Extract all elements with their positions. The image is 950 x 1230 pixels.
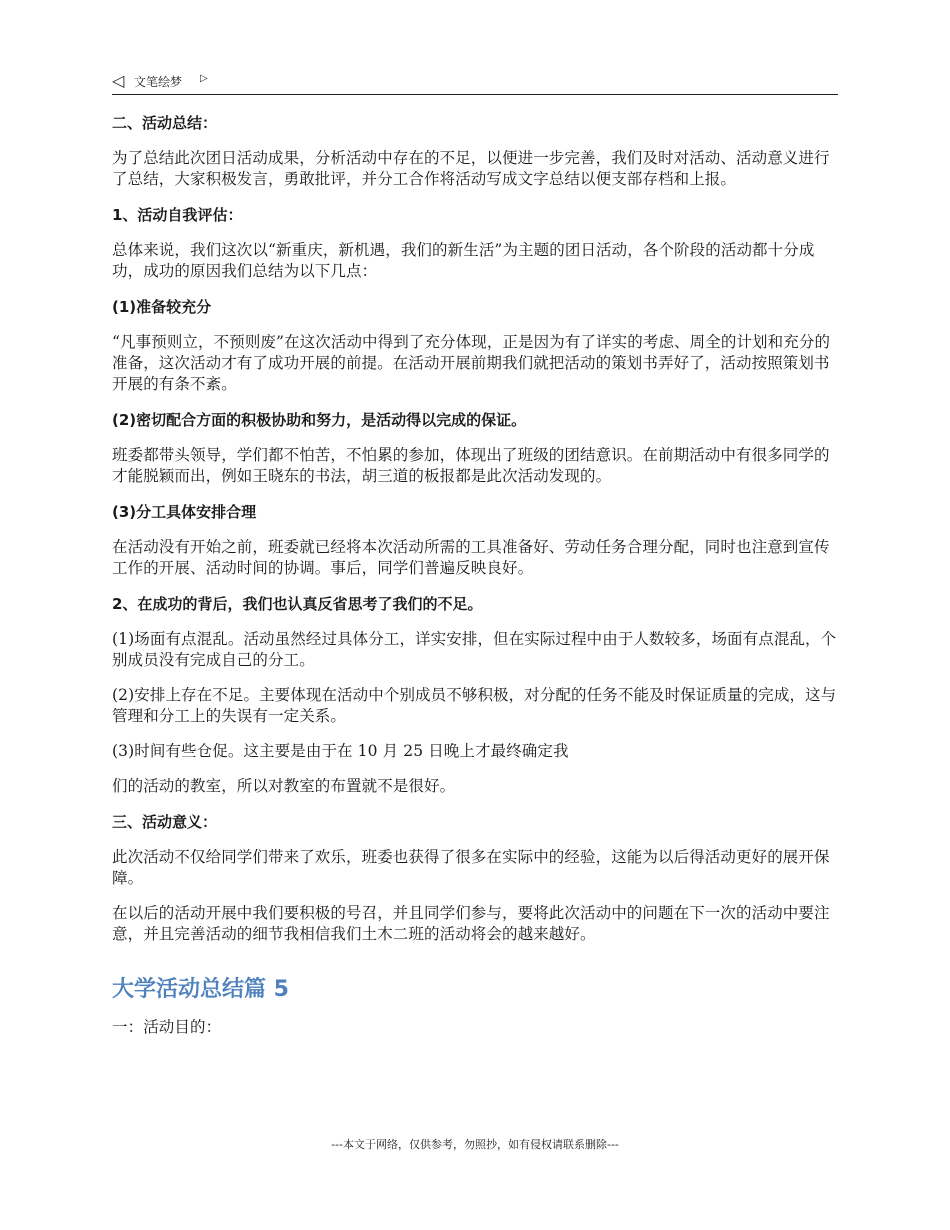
section-heading-self-evaluation: 1、活动自我评估：: [112, 206, 243, 224]
subheading-preparation: (1)准备较充分: [112, 298, 212, 316]
page-header: [112, 70, 838, 95]
paragraph-meaning-2: 在以后的活动开展中我们要积极的号召，并且同学们参与，要将此次活动中的问题在下一次的活动中要注意，并且完善活动的细节我相信我们土木二班的活动将会的越来越好。: [112, 904, 830, 943]
subheading-division: (3)分工具体安排合理: [112, 503, 257, 521]
triangle-left-icon: ◁: [112, 71, 125, 90]
paragraph-meaning-1: 此次活动不仅给同学们带来了欢乐，班委也获得了很多在实际中的经验，这能为以后得活动更好的展开保障。: [112, 848, 830, 887]
section-heading-summary: 二、活动总结：: [112, 114, 218, 132]
paragraph-reflection-1: (1)场面有点混乱。活动虽然经过具体分工，详实安排，但在实际过程中由于人数较多，场面有点混乱，个别成员没有完成自己的分工。: [112, 630, 837, 669]
section-heading-meaning: 三、活动意义：: [112, 813, 218, 831]
document-body: [112, 112, 840, 1052]
section-heading-reflection: 2、在成功的背后，我们也认真反省思考了我们的不足。: [112, 595, 483, 613]
paragraph-preparation: “凡事预则立，不预则废”在这次活动中得到了充分体现，正是因为有了详实的考虑、周全的计划和充分的准备，这次活动才有了成功开展的前提。在活动开展前期我们就把活动的策划书弄好了，活动按照策划书开展的有条不紊。: [112, 333, 831, 393]
paragraph-cooperation: 班委都带头领导，学们都不怕苦，不怕累的参加，体现出了班级的团结意识。在前期活动中有很多同学的才能脱颖而出，例如王晓东的书法，胡三道的板报都是此次活动发现的。: [112, 446, 830, 485]
header-title: 文笔绘梦: [134, 75, 183, 89]
paragraph-purpose: 一：活动目的：: [112, 1018, 222, 1036]
subheading-cooperation: (2)密切配合方面的积极协助和努力，是活动得以完成的保证。: [112, 411, 527, 429]
paragraph-self-evaluation: 总体来说，我们这次以“新重庆，新机遇，我们的新生活”为主题的团日活动，各个阶段的活动都十分成功，成功的原因我们总结为以下几点：: [112, 241, 815, 280]
paragraph-reflection-3b: 们的活动的教室，所以对教室的布置就不是很好。: [112, 777, 456, 795]
page-footer: ---本文于网络，仅供参考，勿照抄，如有侵权请联系删除---: [331, 1138, 619, 1151]
paragraph-division: 在活动没有开始之前，班委就已经将本次活动所需的工具准备好、劳动任务合理分配，同时也注意到宣传工作的开展、活动时间的协调。事后，同学们普遍反映良好。: [112, 538, 830, 577]
triangle-right-icon: ▷: [200, 73, 208, 84]
paragraph-summary: 为了总结此次团日活动成果，分析活动中存在的不足，以便进一步完善，我们及时对活动、活动意义进行了总结，大家积极发言，勇敢批评，并分工合作将活动写成文字总结以便支部存档和上报。: [112, 149, 830, 188]
paragraph-reflection-3a: (3)时间有些仓促。这主要是由于在 10 月 25 日晚上才最终确定我: [112, 742, 569, 760]
paragraph-reflection-2: (2)安排上存在不足。主要体现在活动中个别成员不够积极，对分配的任务不能及时保证质量的完成，这与管理和分工上的失误有一定关系。: [112, 686, 837, 725]
chapter-title: 大学活动总结篇 5: [112, 977, 289, 1002]
